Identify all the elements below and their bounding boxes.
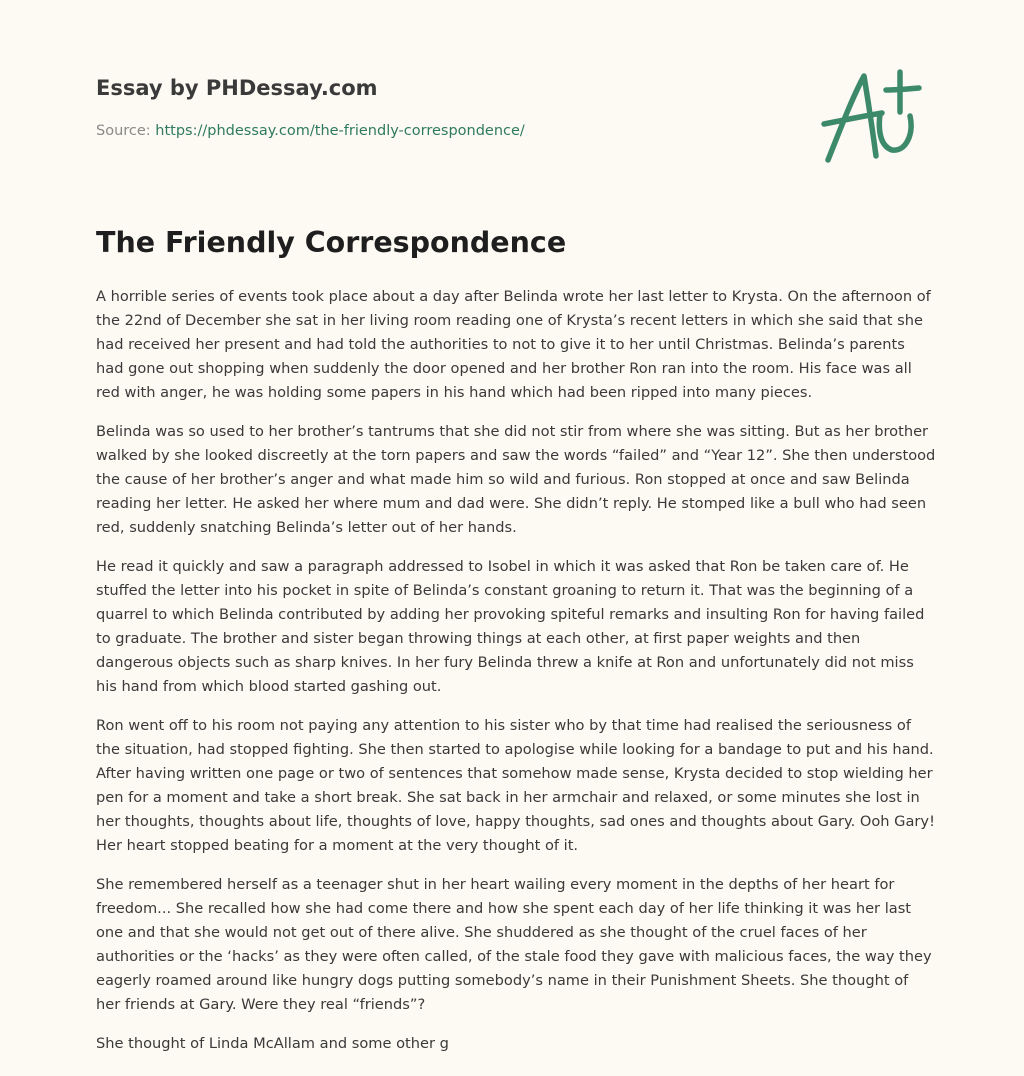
essay-title: The Friendly Correspondence [96, 226, 567, 259]
source-link[interactable]: https://phdessay.com/the-friendly-correspondence/ [155, 123, 525, 139]
essay-paragraph: He read it quickly and saw a paragraph addressed to Isobel in which it was asked that Ron be taken care of. He stuffed the letter into his pocket in spite of Belinda’s constant groaning to return it. That was the beginning of a quarrel to which Belinda contributed by adding her provoking spiteful remarks and insulting Ron for having failed to graduate. The brother and sister began throwing things at each other, at first paper weights and then dangerous objects such as sharp knives. In her fury Belinda threw a knife at Ron and unfortunately did not miss his hand from which blood started gashing out. [96, 558, 925, 695]
source-line [96, 123, 525, 139]
essay-paragraph: Belinda was so used to her brother’s tantrums that she did not stir from where she was sitting. But as her brother walked by she looked discreetly at the torn papers and saw the words “failed” and “Year 12”. She then understood the cause of her brother’s anger and what made him so wild and furious. Ron stopped at once and saw Belinda reading her letter. He asked her where mum and dad were. She didn’t reply. He stomped like a bull who had seen red, suddenly snatching Belinda’s letter out of her hands. [96, 423, 936, 536]
site-title: Essay by PHDessay.com [96, 76, 378, 100]
essay-paragraph-truncated: She thought of Linda McAllam and some other g [96, 1035, 449, 1052]
essay-paragraph: Ron went off to his room not paying any attention to his sister who by that time had realised the seriousness of the situation, had stopped fighting. She then started to apologise while looking for a bandage to put and his hand. After having written one page or two of sentences that somehow made sense, Krysta decided to stop wielding her pen for a moment and take a short break. She sat back in her armchair and relaxed, or some minutes she lost in her thoughts, thoughts about life, thoughts of love, happy thoughts, sad ones and thoughts about Gary. Ooh Gary! Her heart stopped beating for a moment at the very thought of it. [96, 717, 935, 854]
source-label: Source: [96, 123, 156, 139]
essay-body [96, 285, 936, 1071]
essay-paragraph: A horrible series of events took place about a day after Belinda wrote her last letter to Krysta. On the afternoon of the 22nd of December she sat in her living room reading one of Krysta’s recent letters in which she said that she had received her present and had told the authorities to not to give it to her until Christmas. Belinda’s parents had gone out shopping when suddenly the door opened and her brother Ron ran into the room. His face was all red with anger, he was holding some papers in his hand which had been ripped into many pieces. [96, 288, 931, 401]
a-plus-logo-icon [816, 64, 926, 168]
essay-paragraph: She remembered herself as a teenager shut in her heart wailing every moment in the depths of her heart for freedom... She recalled how she had come there and how she spent each day of her life thinking it was her last one and that she would not get out of there alive. She shuddered as she thought of the cruel faces of her authorities or the ‘hacks’ as they were often called, of the stale food they gave with malicious faces, the way they eagerly roamed around like hungry dogs putting somebody’s name in their Punishment Sheets. She thought of her friends at Gary. Were they real “friends”? [96, 876, 932, 1013]
